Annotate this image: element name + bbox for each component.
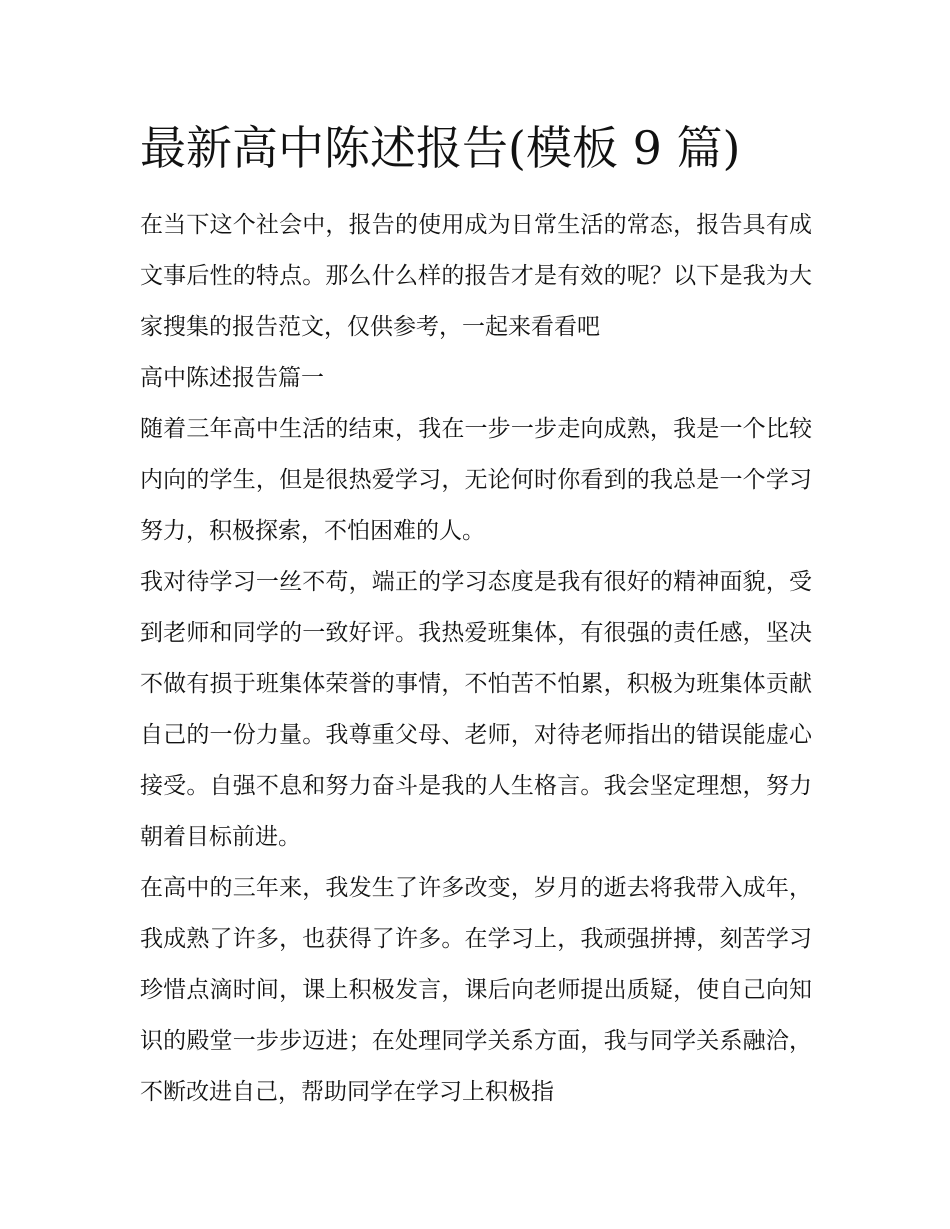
intro-paragraph: 在当下这个社会中，报告的使用成为日常生活的常态，报告具有成文事后性的特点。那么什么样的报告才是有效的呢？以下是我为大家搜集的报告范文，仅供参考，一起来看看吧: [140, 212, 812, 340]
section-heading: 高中陈述报告篇一: [140, 365, 324, 391]
document-body: [140, 200, 812, 1118]
body-paragraph-3: 在高中的三年来，我发生了许多改变，岁月的逝去将我带入成年，我成熟了许多，也获得了许多。在学习上，我顽强拼搏，刻苦学习珍惜点滴时间，课上积极发言，课后向老师提出质疑，使自己向知识的殿堂一步步迈进；在处理同学关系方面，我与同学关系融洽，不断改进自己，帮助同学在学习上积极指: [140, 875, 812, 1105]
body-paragraph-2: 我对待学习一丝不苟，端正的学习态度是我有很好的精神面貌，受到老师和同学的一致好评。我热爱班集体，有很强的责任感，坚决不做有损于班集体荣誉的事情，不怕苦不怕累，积极为班集体贡献自己的一份力量。我尊重父母、老师，对待老师指出的错误能虚心接受。自强不息和努力奋斗是我的人生格言。我会坚定理想，努力朝着目标前进。: [140, 569, 812, 850]
body-paragraph-1: 随着三年高中生活的结束，我在一步一步走向成熟，我是一个比较内向的学生，但是很热爱学习，无论何时你看到的我总是一个学习努力，积极探索，不怕困难的人。: [140, 416, 812, 544]
document-title: 最新高中陈述报告(模板 9 篇): [140, 121, 741, 175]
